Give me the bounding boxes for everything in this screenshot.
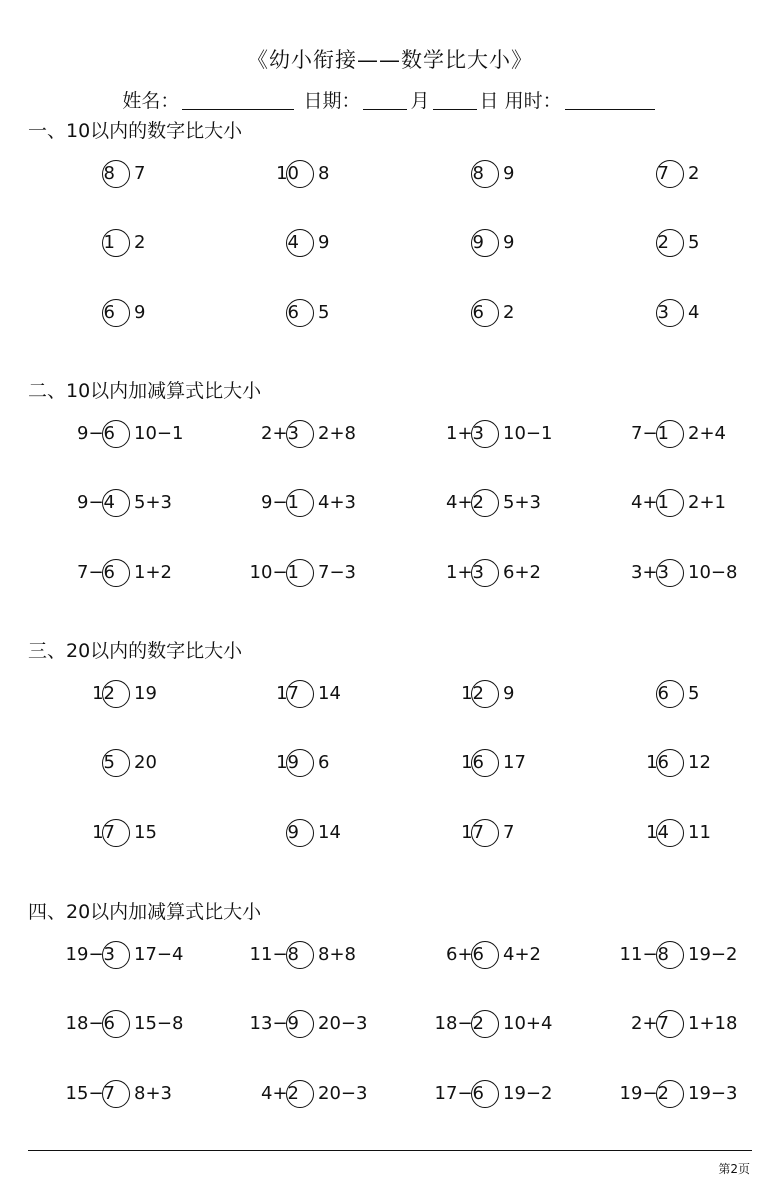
comparison-item xyxy=(212,228,397,258)
section-4 xyxy=(0,897,780,1127)
left-operand: 18−6 xyxy=(65,1013,115,1034)
right-operand: 15−8 xyxy=(134,1013,184,1034)
left-operand: 11−8 xyxy=(619,944,669,965)
answer-circle[interactable] xyxy=(286,941,314,969)
answer-circle[interactable] xyxy=(656,420,684,448)
section-title: 四、20以内加减算式比大小 xyxy=(28,901,262,923)
left-operand: 10 xyxy=(276,163,299,184)
answer-circle[interactable] xyxy=(286,819,314,847)
month-blank[interactable] xyxy=(363,91,407,110)
comparison-item xyxy=(212,419,397,449)
right-operand: 7−3 xyxy=(318,562,356,583)
comparison-item xyxy=(582,1079,767,1109)
comparison-item xyxy=(212,159,397,189)
left-operand: 17 xyxy=(276,683,299,704)
left-operand: 18−2 xyxy=(434,1013,484,1034)
answer-circle[interactable] xyxy=(471,941,499,969)
left-operand: 2+3 xyxy=(261,423,299,444)
right-operand: 19−2 xyxy=(688,944,738,965)
comparison-item xyxy=(582,818,767,848)
answer-circle[interactable] xyxy=(656,1010,684,1038)
section-title: 二、10以内加减算式比大小 xyxy=(28,380,262,402)
left-operand: 1+3 xyxy=(446,423,484,444)
right-operand: 4+3 xyxy=(318,492,356,513)
comparison-item xyxy=(397,558,582,588)
comparison-item xyxy=(28,1009,213,1039)
answer-circle[interactable] xyxy=(471,1080,499,1108)
right-operand: 9 xyxy=(503,683,515,704)
date-label: 日期： xyxy=(303,90,361,112)
answer-circle[interactable] xyxy=(656,160,684,188)
comparison-item xyxy=(212,298,397,328)
answer-circle[interactable] xyxy=(471,160,499,188)
month-label: 月 xyxy=(410,90,430,112)
left-operand: 9−4 xyxy=(77,492,115,513)
answer-circle[interactable] xyxy=(102,749,130,777)
answer-circle[interactable] xyxy=(102,1010,130,1038)
section-title: 一、10以内的数字比大小 xyxy=(28,120,243,142)
comparison-item xyxy=(582,1009,767,1039)
worksheet-title: 《幼小衔接——数学比大小》 xyxy=(247,48,533,72)
left-operand: 3+3 xyxy=(631,562,669,583)
comparison-item xyxy=(397,159,582,189)
name-label: 姓名： xyxy=(122,90,180,112)
comparison-item xyxy=(397,748,582,778)
left-operand: 2+7 xyxy=(631,1013,669,1034)
right-operand: 6+2 xyxy=(503,562,541,583)
left-operand: 6+6 xyxy=(446,944,484,965)
comparison-item xyxy=(397,818,582,848)
comparison-item xyxy=(28,298,213,328)
answer-circle[interactable] xyxy=(286,559,314,587)
left-operand: 17 xyxy=(461,822,484,843)
comparison-item xyxy=(28,748,213,778)
right-operand: 17 xyxy=(503,752,526,773)
right-operand: 20−3 xyxy=(318,1013,368,1034)
section-title: 三、20以内的数字比大小 xyxy=(28,640,243,662)
left-operand: 4+1 xyxy=(631,492,669,513)
comparison-item xyxy=(397,228,582,258)
right-operand: 6 xyxy=(318,752,330,773)
day-label: 日 xyxy=(479,90,499,112)
right-operand: 20 xyxy=(134,752,157,773)
right-operand: 7 xyxy=(503,822,515,843)
left-operand: 9−1 xyxy=(261,492,299,513)
left-operand: 6 xyxy=(103,302,115,323)
answer-circle[interactable] xyxy=(471,1010,499,1038)
right-operand: 19 xyxy=(134,683,157,704)
left-operand: 17−6 xyxy=(434,1083,484,1104)
answer-circle[interactable] xyxy=(102,160,130,188)
comparison-item xyxy=(397,940,582,970)
right-operand: 5+3 xyxy=(134,492,172,513)
right-operand: 9 xyxy=(503,163,515,184)
section-2 xyxy=(0,376,780,606)
answer-circle[interactable] xyxy=(102,941,130,969)
right-operand: 8+3 xyxy=(134,1083,172,1104)
comparison-item xyxy=(212,558,397,588)
section-1 xyxy=(0,116,780,346)
comparison-item xyxy=(212,679,397,709)
comparison-item xyxy=(28,818,213,848)
right-operand: 5 xyxy=(318,302,330,323)
answer-circle[interactable] xyxy=(656,749,684,777)
answer-circle[interactable] xyxy=(656,941,684,969)
answer-circle[interactable] xyxy=(286,680,314,708)
comparison-item xyxy=(212,1009,397,1039)
time-label: 用时： xyxy=(504,90,562,112)
right-operand: 12 xyxy=(688,752,711,773)
left-operand: 1+3 xyxy=(446,562,484,583)
right-operand: 5 xyxy=(688,683,700,704)
left-operand: 15−7 xyxy=(65,1083,115,1104)
time-blank[interactable] xyxy=(565,91,655,110)
day-blank[interactable] xyxy=(433,91,477,110)
answer-circle[interactable] xyxy=(656,559,684,587)
left-operand: 4+2 xyxy=(446,492,484,513)
student-info-line xyxy=(0,86,780,113)
left-operand: 19 xyxy=(276,752,299,773)
comparison-item xyxy=(212,1079,397,1109)
left-operand: 19−3 xyxy=(65,944,115,965)
answer-circle[interactable] xyxy=(286,229,314,257)
right-operand: 17−4 xyxy=(134,944,184,965)
right-operand: 2+1 xyxy=(688,492,726,513)
left-operand: 10−1 xyxy=(249,562,299,583)
left-operand: 8 xyxy=(472,163,484,184)
left-operand: 16 xyxy=(461,752,484,773)
page-number: 第2页 xyxy=(718,1162,750,1176)
right-operand: 2 xyxy=(688,163,700,184)
right-operand: 8 xyxy=(318,163,330,184)
answer-circle[interactable] xyxy=(286,749,314,777)
left-operand: 7−6 xyxy=(77,562,115,583)
answer-circle[interactable] xyxy=(286,299,314,327)
answer-circle[interactable] xyxy=(656,229,684,257)
comparison-item xyxy=(582,940,767,970)
answer-circle[interactable] xyxy=(471,299,499,327)
right-operand: 10+4 xyxy=(503,1013,553,1034)
comparison-item xyxy=(582,679,767,709)
answer-circle[interactable] xyxy=(286,420,314,448)
answer-circle[interactable] xyxy=(471,559,499,587)
left-operand: 14 xyxy=(646,822,669,843)
comparison-item xyxy=(212,818,397,848)
left-operand: 8 xyxy=(103,163,115,184)
answer-circle[interactable] xyxy=(286,160,314,188)
comparison-item xyxy=(397,1009,582,1039)
right-operand: 2+4 xyxy=(688,423,726,444)
right-operand: 14 xyxy=(318,683,341,704)
right-operand: 4+2 xyxy=(503,944,541,965)
name-blank[interactable] xyxy=(182,91,294,110)
comparison-item xyxy=(212,748,397,778)
left-operand: 17 xyxy=(92,822,115,843)
comparison-item xyxy=(397,298,582,328)
comparison-item xyxy=(397,679,582,709)
answer-circle[interactable] xyxy=(102,819,130,847)
right-operand: 9 xyxy=(134,302,146,323)
comparison-item xyxy=(28,679,213,709)
right-operand: 8+8 xyxy=(318,944,356,965)
comparison-item xyxy=(212,940,397,970)
comparison-item xyxy=(212,488,397,518)
right-operand: 9 xyxy=(318,232,330,253)
comparison-item xyxy=(582,298,767,328)
answer-circle[interactable] xyxy=(656,299,684,327)
left-operand: 9 xyxy=(472,232,484,253)
answer-circle[interactable] xyxy=(286,1080,314,1108)
comparison-item xyxy=(582,748,767,778)
comparison-item xyxy=(28,940,213,970)
answer-circle[interactable] xyxy=(471,420,499,448)
comparison-item xyxy=(28,558,213,588)
left-operand: 6 xyxy=(657,683,669,704)
right-operand: 19−2 xyxy=(503,1083,553,1104)
left-operand: 6 xyxy=(472,302,484,323)
left-operand: 2 xyxy=(657,232,669,253)
comparison-item xyxy=(28,1079,213,1109)
footer-divider xyxy=(28,1150,752,1151)
right-operand: 15 xyxy=(134,822,157,843)
answer-circle[interactable] xyxy=(102,559,130,587)
comparison-item xyxy=(582,159,767,189)
answer-circle[interactable] xyxy=(656,819,684,847)
left-operand: 4 xyxy=(287,232,299,253)
left-operand: 7−1 xyxy=(631,423,669,444)
right-operand: 19−3 xyxy=(688,1083,738,1104)
right-operand: 2 xyxy=(503,302,515,323)
right-operand: 5+3 xyxy=(503,492,541,513)
answer-circle[interactable] xyxy=(102,1080,130,1108)
answer-circle[interactable] xyxy=(656,680,684,708)
comparison-item xyxy=(397,1079,582,1109)
left-operand: 1 xyxy=(103,232,115,253)
right-operand: 5 xyxy=(688,232,700,253)
left-operand: 16 xyxy=(646,752,669,773)
answer-circle[interactable] xyxy=(471,489,499,517)
left-operand: 3 xyxy=(657,302,669,323)
comparison-item xyxy=(28,488,213,518)
right-operand: 2 xyxy=(134,232,146,253)
answer-circle[interactable] xyxy=(471,680,499,708)
right-operand: 10−1 xyxy=(134,423,184,444)
left-operand: 4+2 xyxy=(261,1083,299,1104)
comparison-item xyxy=(582,228,767,258)
answer-circle[interactable] xyxy=(102,420,130,448)
right-operand: 7 xyxy=(134,163,146,184)
section-3 xyxy=(0,636,780,866)
left-operand: 9 xyxy=(287,822,299,843)
answer-circle[interactable] xyxy=(102,489,130,517)
answer-circle[interactable] xyxy=(102,299,130,327)
left-operand: 12 xyxy=(92,683,115,704)
comparison-item xyxy=(582,558,767,588)
answer-circle[interactable] xyxy=(471,819,499,847)
right-operand: 11 xyxy=(688,822,711,843)
right-operand: 2+8 xyxy=(318,423,356,444)
right-operand: 10−1 xyxy=(503,423,553,444)
comparison-item xyxy=(28,419,213,449)
left-operand: 19−2 xyxy=(619,1083,669,1104)
answer-circle[interactable] xyxy=(102,229,130,257)
left-operand: 7 xyxy=(657,163,669,184)
right-operand: 14 xyxy=(318,822,341,843)
comparison-item xyxy=(397,419,582,449)
answer-circle[interactable] xyxy=(656,1080,684,1108)
answer-circle[interactable] xyxy=(286,489,314,517)
right-operand: 9 xyxy=(503,232,515,253)
left-operand: 11−8 xyxy=(249,944,299,965)
right-operand: 1+18 xyxy=(688,1013,738,1034)
left-operand: 12 xyxy=(461,683,484,704)
answer-circle[interactable] xyxy=(471,749,499,777)
right-operand: 10−8 xyxy=(688,562,738,583)
answer-circle[interactable] xyxy=(102,680,130,708)
right-operand: 20−3 xyxy=(318,1083,368,1104)
left-operand: 5 xyxy=(103,752,115,773)
answer-circle[interactable] xyxy=(656,489,684,517)
comparison-item xyxy=(28,159,213,189)
answer-circle[interactable] xyxy=(471,229,499,257)
left-operand: 13−9 xyxy=(249,1013,299,1034)
left-operand: 9−6 xyxy=(77,423,115,444)
comparison-item xyxy=(582,419,767,449)
right-operand: 4 xyxy=(688,302,700,323)
answer-circle[interactable] xyxy=(286,1010,314,1038)
right-operand: 1+2 xyxy=(134,562,172,583)
comparison-item xyxy=(397,488,582,518)
left-operand: 6 xyxy=(287,302,299,323)
comparison-item xyxy=(28,228,213,258)
comparison-item xyxy=(582,488,767,518)
